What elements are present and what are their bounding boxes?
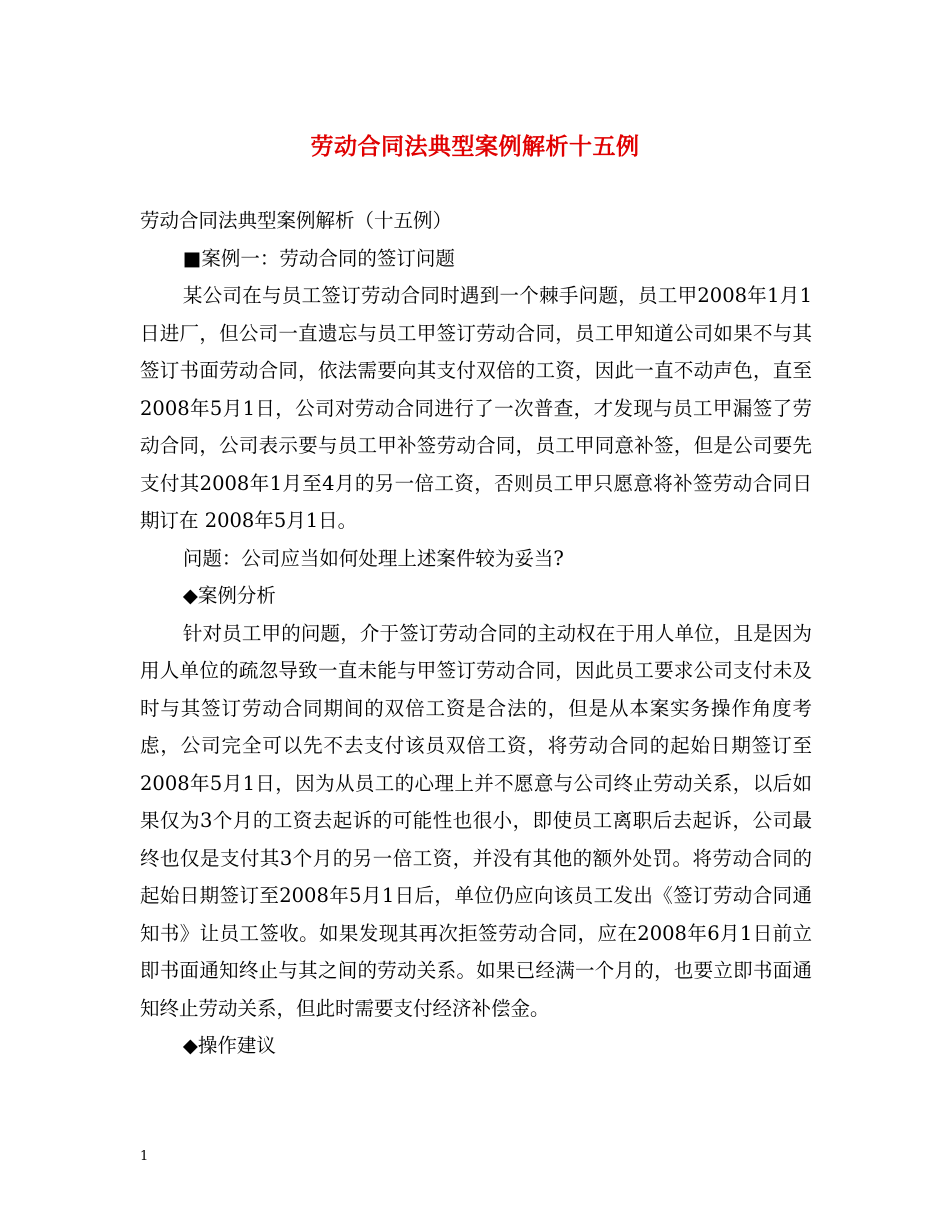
paragraph-analysis: 针对员工甲的问题，介于签订劳动合同的主动权在于用人单位，且是因为用人单位的疏忽导致一直未能与甲签订劳动合同，因此员工要求公司支付未及时与其签订劳动合同期间的双倍工资是合法的，但是从本案实务操作角度考虑，公司完全可以先不去支付该员双倍工资，将劳动合同的起始日期签订至2008年5月1日，因为从员工的心理上并不愿意与公司终止劳动关系，以后如果仅为3个月的工资去起诉的可能性也很小，即使员工离职后去起诉，公司最终也仅是支付其3个月的另一倍工资，并没有其他的额外处罚。将劳动合同的起始日期签订至2008年5月1日后，单位仍应向该员工发出《签订劳动合同通知书》让员工签收。如果发现其再次拒签劳动合同，应在2008年6月1日前立即书面通知终止与其之间的劳动关系。如果已经满一个月的，也要立即书面通知终止劳动关系，但此时需要支付经济补偿金。: [140, 621, 812, 1020]
paragraph-heading: 劳动合同法典型案例解析（十五例）: [140, 209, 453, 232]
paragraph-suggestion-heading: ◆操作建议: [182, 1034, 276, 1057]
paragraph-analysis-heading: ◆案例分析: [182, 584, 276, 607]
page-number: 1: [140, 1149, 149, 1164]
paragraph-case-description: 某公司在与员工签订劳动合同时遇到一个棘手问题，员工甲2008年1月1日进厂，但公司一直遗忘与员工甲签订劳动合同，员工甲知道公司如果不与其签订书面劳动合同，依法需要向其支付双倍的工资，因此一直不动声色，直至 2008年5月1日，公司对劳动合同进行了一次普查，才发现与员工甲漏签了劳动合同，公司表示要与员工甲补签劳动合同，员工甲同意补签，但是公司要先支付其2008年1月至4月的另一倍工资，否则员工甲只愿意将补签劳动合同日期订在 2008年5月1日。: [140, 284, 812, 532]
document-title: 劳动合同法典型案例解析十五例: [310, 133, 640, 160]
document-body: [140, 202, 812, 1065]
paragraph-question: 问题：公司应当如何处理上述案件较为妥当?: [182, 546, 564, 570]
paragraph-case-one-heading: ■案例一：劳动合同的签订问题: [182, 246, 455, 270]
